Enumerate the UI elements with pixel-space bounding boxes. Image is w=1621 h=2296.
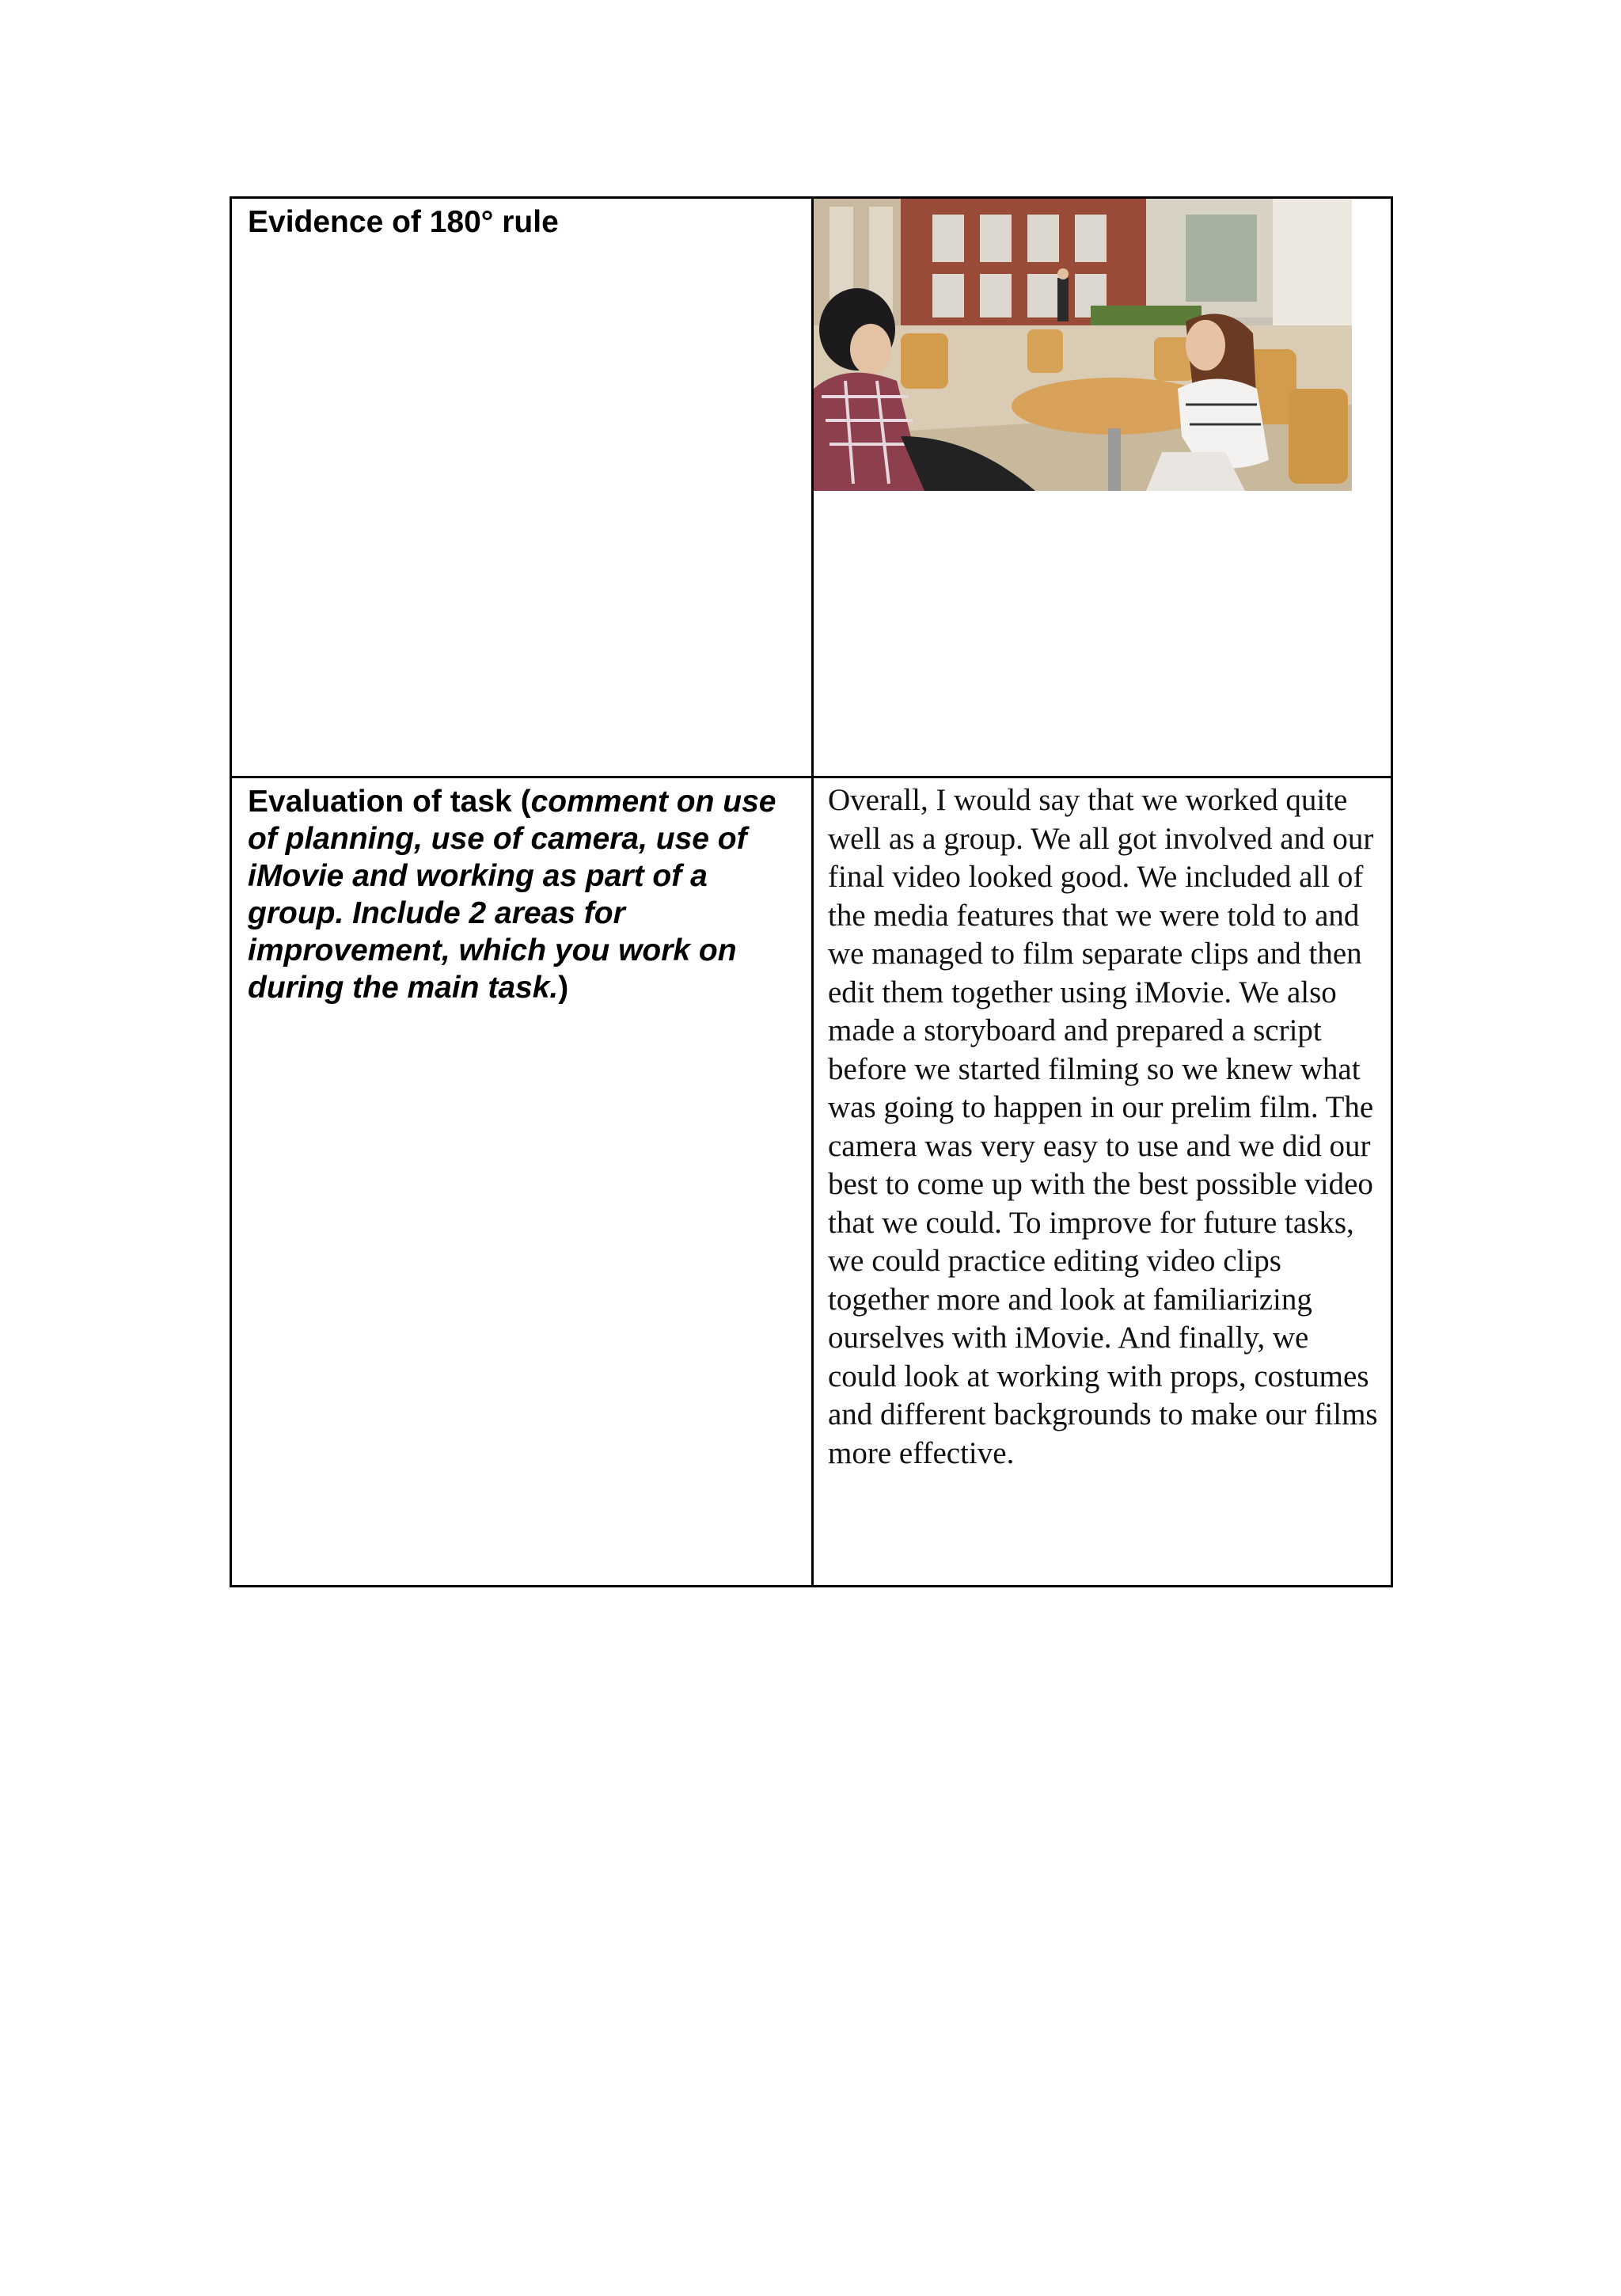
evidence-image-cell	[813, 198, 1392, 777]
evaluation-label-start: Evaluation of task (	[248, 785, 531, 819]
evaluation-label-instructions: comment on use of planning, use of camera, use of iMovie and working as part of a group. Include 2 areas for improvement, which you work on during the main task.	[248, 785, 776, 1005]
evaluation-label-cell	[231, 777, 813, 1587]
evidence-label: Evidence of 180° rule	[248, 205, 559, 239]
evaluation-table	[230, 196, 1393, 1587]
evidence-label-cell	[231, 198, 813, 777]
table-row-evidence	[231, 198, 1392, 777]
evaluation-answer-text: Overall, I would say that we worked quite well as a group. We all got involved and our final video looked good. We included all of the media features that we were told to and we managed to film separate clips and then edit them together using iMovie. We also made a storyboard and prepared a script before we started filming so we knew what was going to happen in our prelim film. The camera was very easy to use and we did our best to come up with the best possible video that we could. To improve for future tasks, we could practice editing video clips together more and look at familiarizing ourselves with iMovie. And finally, we could look at working with props, costumes and different backgrounds to make our films more effective.	[828, 783, 1378, 1470]
evaluation-answer-cell	[813, 777, 1392, 1587]
film-still-photo	[814, 199, 1352, 491]
evaluation-label-end: )	[558, 971, 569, 1005]
table-row-evaluation	[231, 777, 1392, 1587]
